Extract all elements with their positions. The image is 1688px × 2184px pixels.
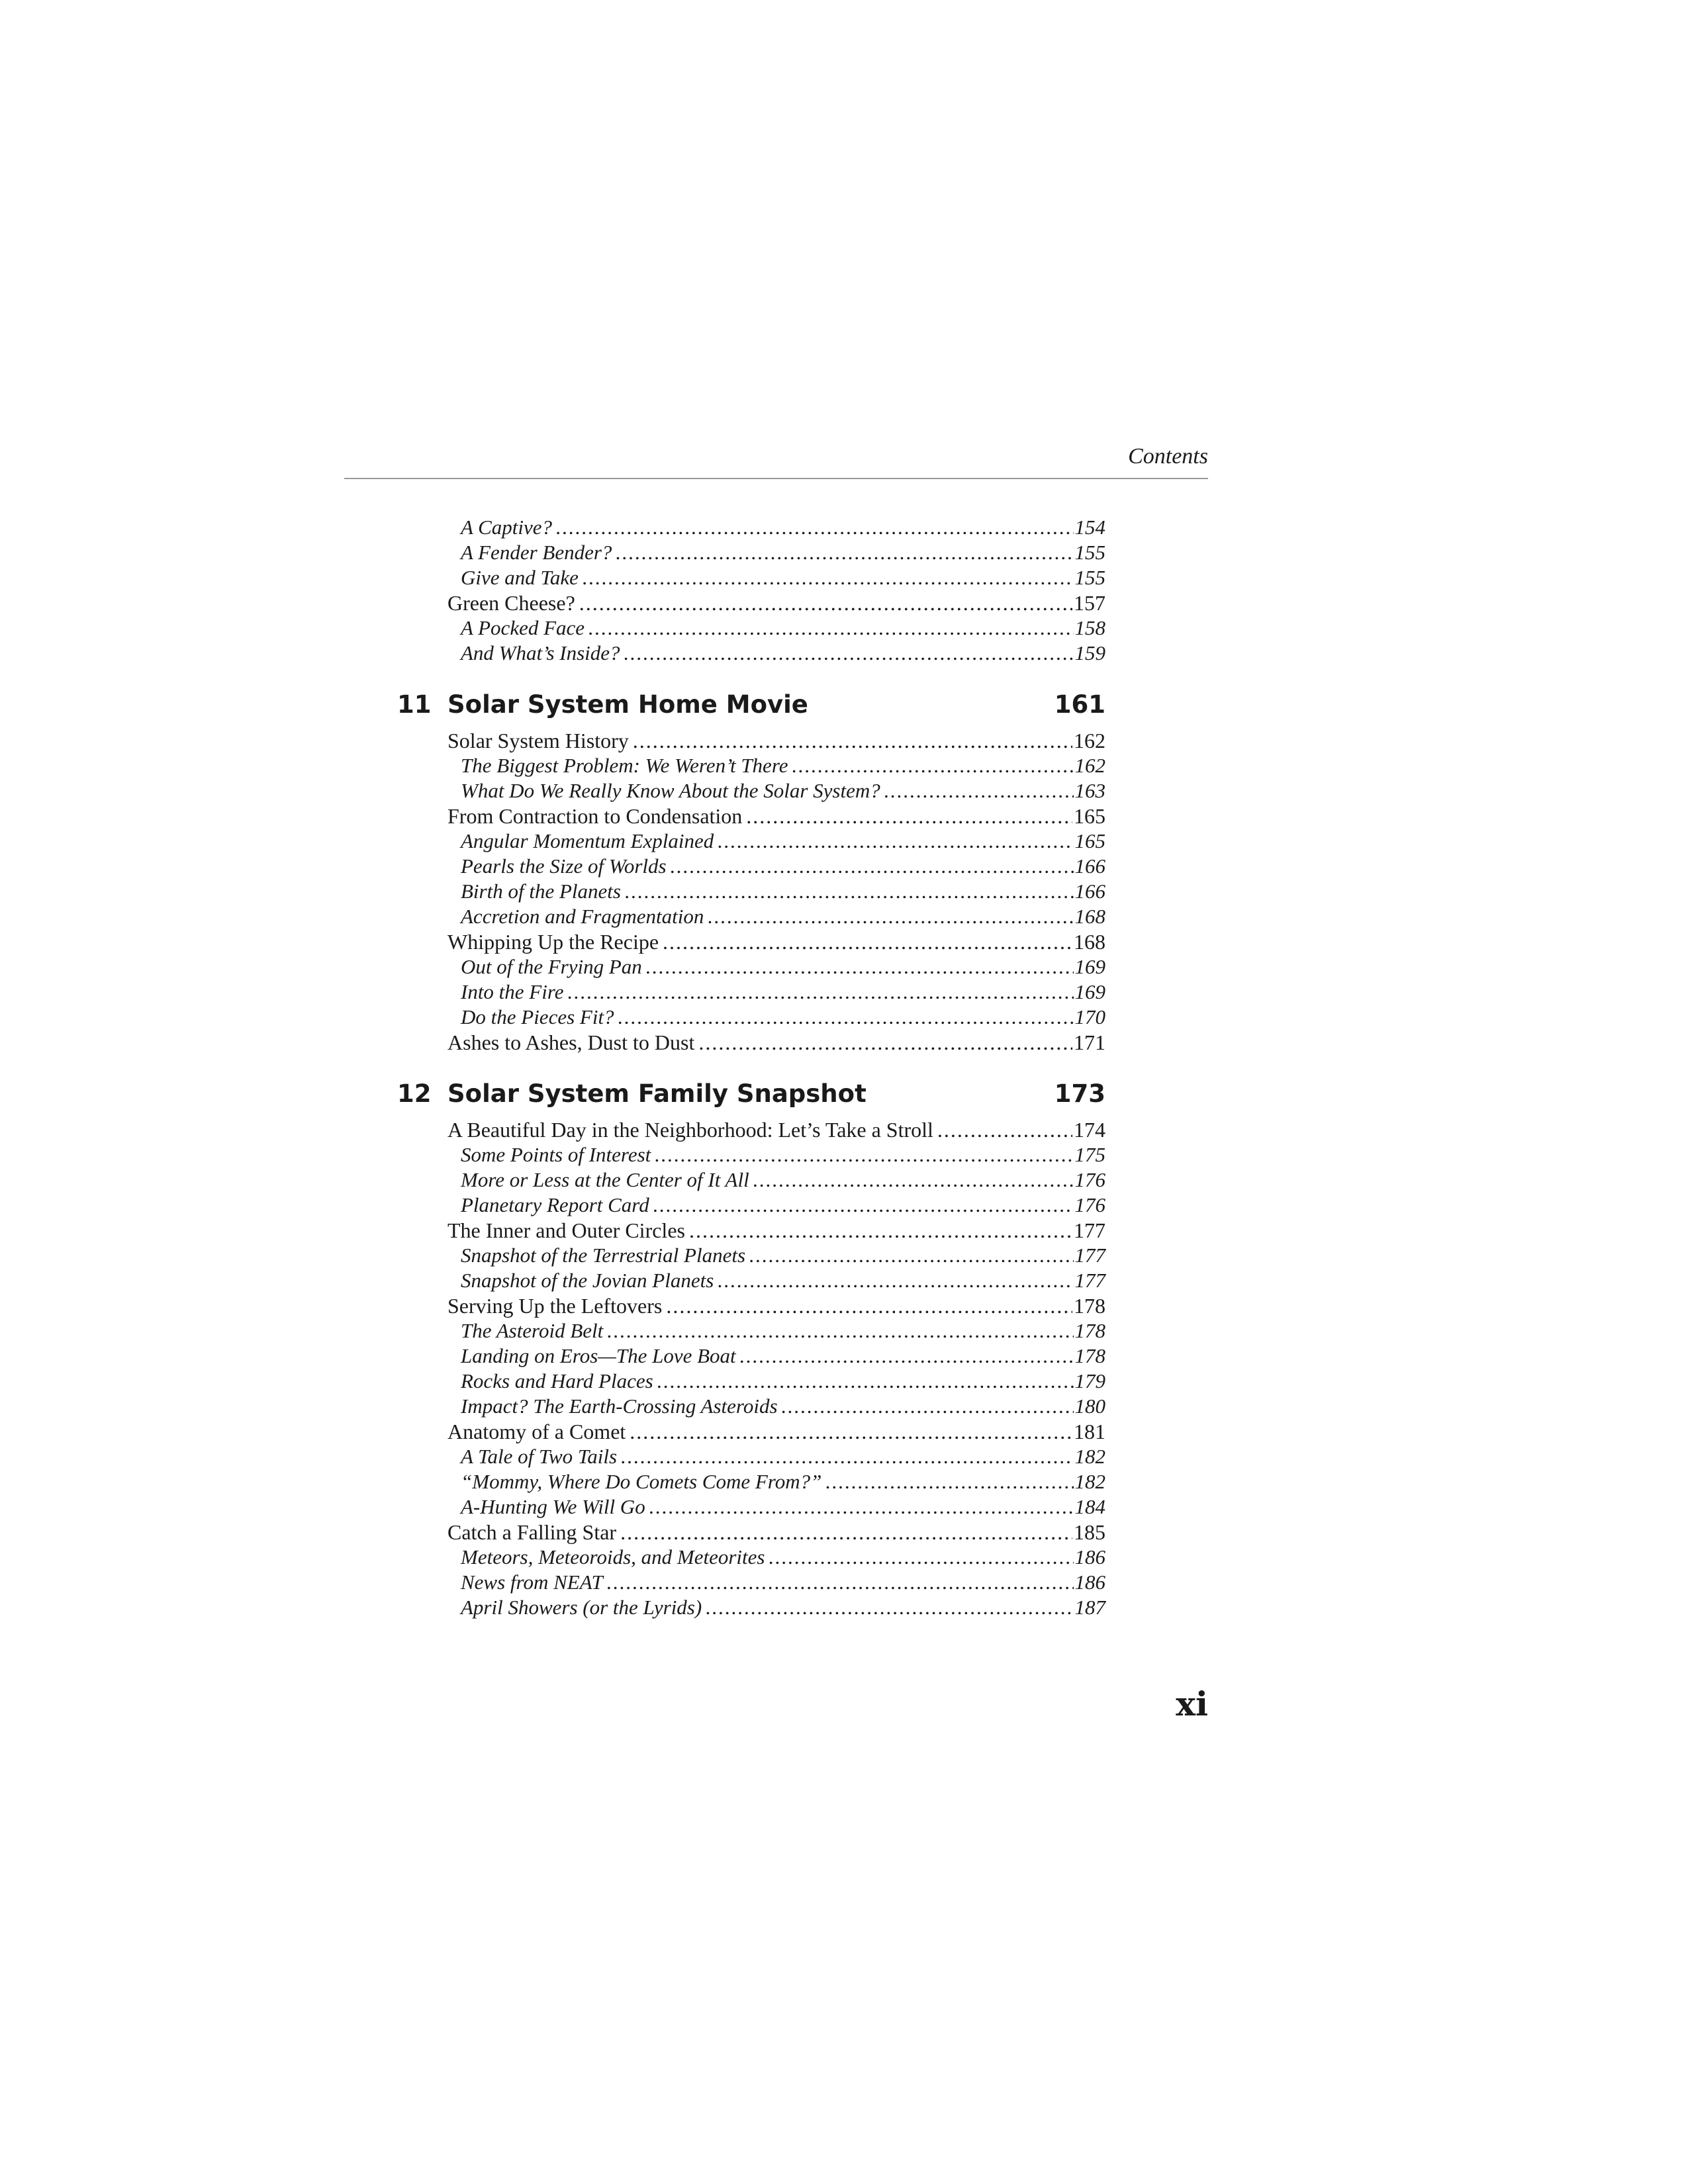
entry-page-number: 176 [1074, 1193, 1105, 1216]
toc-section-entry [397, 1030, 1105, 1055]
dot-leader [620, 1520, 1072, 1545]
dot-leader [746, 803, 1072, 829]
dot-leader [646, 954, 1074, 979]
entry-title: Anatomy of a Comet [447, 1420, 626, 1443]
entry-page-number: 154 [1074, 516, 1105, 539]
toc-subsection-entry [397, 778, 1105, 803]
entry-page-number: 185 [1074, 1520, 1105, 1544]
dot-leader [579, 590, 1072, 615]
entry-page-number: 162 [1074, 754, 1105, 777]
header-rule [344, 478, 1208, 479]
entry-title: The Asteroid Belt [461, 1319, 604, 1342]
toc-subsection-entry [397, 540, 1105, 565]
entry-page-number: 177 [1074, 1244, 1105, 1267]
entry-title: A Fender Bender? [461, 541, 612, 564]
toc-subsection-entry [397, 1318, 1105, 1343]
entry-title: Into the Fire [461, 980, 564, 1003]
entry-page-number: 174 [1074, 1118, 1105, 1142]
entry-page-number: 187 [1074, 1596, 1105, 1619]
entry-page-number: 165 [1074, 804, 1105, 828]
dot-leader [718, 1268, 1073, 1293]
dot-leader [689, 1218, 1072, 1243]
dot-leader [621, 1444, 1073, 1469]
entry-page-number: 175 [1074, 1143, 1105, 1166]
table-of-contents [397, 515, 1105, 1620]
entry-page-number: 180 [1074, 1394, 1105, 1418]
entry-title: Whipping Up the Recipe [447, 930, 659, 954]
toc-subsection-entry [397, 1243, 1105, 1268]
toc-subsection-entry [397, 1193, 1105, 1218]
chapter-title: Solar System Family Snapshot [447, 1079, 867, 1108]
entry-page-number: 166 [1074, 880, 1105, 903]
entry-title: The Inner and Outer Circles [447, 1218, 685, 1242]
toc-section-entry [397, 1218, 1105, 1243]
toc-subsection-entry [397, 1142, 1105, 1167]
dot-leader [556, 515, 1073, 540]
toc-section-entry [397, 929, 1105, 954]
dot-leader [568, 979, 1074, 1005]
dot-leader [607, 1570, 1074, 1595]
toc-subsection-entry [397, 879, 1105, 904]
dot-leader [655, 1142, 1073, 1167]
toc-subsection-entry [397, 1469, 1105, 1494]
entry-title: Do the Pieces Fit? [461, 1005, 614, 1028]
toc-subsection-entry [397, 641, 1105, 666]
toc-section-entry [397, 1293, 1105, 1318]
entry-title: Green Cheese? [447, 591, 575, 615]
dot-leader [769, 1545, 1073, 1570]
entry-title: A-Hunting We Will Go [461, 1495, 645, 1518]
entry-page-number: 178 [1074, 1319, 1105, 1342]
dot-leader [937, 1117, 1072, 1142]
entry-title: What Do We Really Know About the Solar System? [461, 779, 880, 802]
entry-page-number: 169 [1074, 980, 1105, 1003]
dot-leader [698, 1030, 1072, 1055]
chapter-heading [397, 1079, 1105, 1109]
toc-subsection-entry [397, 1369, 1105, 1394]
entry-title: Snapshot of the Jovian Planets [461, 1269, 714, 1292]
entry-title: Rocks and Hard Places [461, 1369, 653, 1392]
entry-title: Give and Take [461, 566, 579, 589]
entry-title: A Tale of Two Tails [461, 1445, 618, 1468]
toc-subsection-entry [397, 753, 1105, 778]
toc-section-entry [397, 1117, 1105, 1142]
toc-subsection-entry [397, 979, 1105, 1005]
entry-page-number: 178 [1074, 1344, 1105, 1367]
chapter-title: Solar System Home Movie [447, 690, 808, 719]
dot-leader [708, 904, 1073, 929]
entry-page-number: 157 [1074, 591, 1105, 615]
entry-title: And What’s Inside? [461, 641, 620, 664]
running-head: Contents [1128, 444, 1208, 469]
entry-page-number: 178 [1074, 1294, 1105, 1318]
toc-subsection-entry [397, 1444, 1105, 1469]
entry-page-number: 186 [1074, 1570, 1105, 1594]
entry-title: Birth of the Planets [461, 880, 621, 903]
entry-page-number: 166 [1074, 854, 1105, 878]
entry-title: From Contraction to Condensation [447, 804, 743, 828]
entry-title: The Biggest Problem: We Weren’t There [461, 754, 788, 777]
dot-leader [884, 778, 1074, 803]
entry-title: Serving Up the Leftovers [447, 1294, 663, 1318]
toc-section-entry [397, 1419, 1105, 1444]
entry-page-number: 168 [1074, 905, 1105, 928]
toc-subsection-entry [397, 565, 1105, 590]
dot-leader [616, 540, 1073, 565]
dot-leader [740, 1343, 1074, 1369]
entry-page-number: 162 [1074, 729, 1105, 752]
toc-section-entry [397, 590, 1105, 615]
toc-subsection-entry [397, 854, 1105, 879]
entry-title: Landing on Eros—The Love Boat [461, 1344, 736, 1367]
toc-subsection-entry [397, 515, 1105, 540]
dot-leader [618, 1005, 1074, 1030]
toc-section-entry [397, 728, 1105, 753]
entry-title: April Showers (or the Lyrids) [461, 1596, 702, 1619]
entry-title: Meteors, Meteoroids, and Meteorites [461, 1545, 765, 1569]
entry-title: Solar System History [447, 729, 629, 752]
toc-subsection-entry [397, 1545, 1105, 1570]
toc-section-entry [397, 803, 1105, 829]
entry-title: A Beautiful Day in the Neighborhood: Let’s Take a Stroll [447, 1118, 933, 1142]
toc-subsection-entry [397, 615, 1105, 641]
toc-subsection-entry [397, 904, 1105, 929]
entry-title: More or Less at the Center of It All [461, 1168, 749, 1191]
dot-leader [657, 1369, 1074, 1394]
toc-subsection-entry [397, 1343, 1105, 1369]
entry-page-number: 159 [1074, 641, 1105, 664]
toc-subsection-entry [397, 1570, 1105, 1595]
dot-leader [625, 879, 1074, 904]
entry-page-number: 155 [1074, 566, 1105, 589]
chapter-heading [397, 690, 1105, 720]
dot-leader [649, 1494, 1074, 1520]
toc-section-entry [397, 1520, 1105, 1545]
dot-leader [706, 1595, 1073, 1620]
entry-page-number: 163 [1074, 779, 1105, 802]
entry-title: News from NEAT [461, 1570, 603, 1594]
entry-page-number: 186 [1074, 1545, 1105, 1569]
entry-page-number: 171 [1074, 1030, 1105, 1054]
dot-leader [749, 1243, 1073, 1268]
entry-page-number: 184 [1074, 1495, 1105, 1518]
entry-title: Catch a Falling Star [447, 1520, 617, 1544]
entry-page-number: 179 [1074, 1369, 1105, 1392]
entry-title: A Captive? [461, 516, 553, 539]
toc-subsection-entry [397, 1167, 1105, 1193]
dot-leader [718, 829, 1073, 854]
entry-page-number: 177 [1074, 1218, 1105, 1242]
entry-title: Impact? The Earth-Crossing Asteroids [461, 1394, 778, 1418]
dot-leader [583, 565, 1074, 590]
entry-page-number: 176 [1074, 1168, 1105, 1191]
entry-page-number: 168 [1074, 930, 1105, 954]
entry-page-number: 169 [1074, 955, 1105, 978]
toc-subsection-entry [397, 1494, 1105, 1520]
chapter-number: 12 [397, 1079, 432, 1108]
entry-page-number: 182 [1074, 1470, 1105, 1493]
entry-title: Angular Momentum Explained [461, 829, 714, 852]
entry-page-number: 181 [1074, 1420, 1105, 1443]
entry-title: “Mommy, Where Do Comets Come From?” [461, 1470, 822, 1493]
entry-title: Some Points of Interest [461, 1143, 651, 1166]
entry-title: Planetary Report Card [461, 1193, 649, 1216]
dot-leader [666, 1293, 1072, 1318]
entry-title: Ashes to Ashes, Dust to Dust [447, 1030, 695, 1054]
toc-subsection-entry [397, 1005, 1105, 1030]
entry-title: Accretion and Fragmentation [461, 905, 704, 928]
dot-leader [607, 1318, 1073, 1343]
dot-leader [825, 1469, 1073, 1494]
toc-subsection-entry [397, 1268, 1105, 1293]
dot-leader [653, 1193, 1074, 1218]
dot-leader [630, 1419, 1072, 1444]
entry-page-number: 165 [1074, 829, 1105, 852]
toc-subsection-entry [397, 1394, 1105, 1419]
entry-title: Out of the Frying Pan [461, 955, 642, 978]
chapter-page-number: 161 [1054, 690, 1105, 719]
dot-leader [671, 854, 1074, 879]
entry-page-number: 177 [1074, 1269, 1105, 1292]
entry-page-number: 170 [1074, 1005, 1105, 1028]
dot-leader [633, 728, 1072, 753]
entry-page-number: 158 [1074, 616, 1105, 639]
chapter-page-number: 173 [1054, 1079, 1105, 1108]
dot-leader [753, 1167, 1074, 1193]
toc-subsection-entry [397, 829, 1105, 854]
dot-leader [663, 929, 1072, 954]
dot-leader [624, 641, 1074, 666]
entry-title: A Pocked Face [461, 616, 585, 639]
dot-leader [782, 1394, 1074, 1419]
chapter-number: 11 [397, 690, 432, 719]
page-number: xi [1176, 1684, 1208, 1723]
entry-title: Snapshot of the Terrestrial Planets [461, 1244, 746, 1267]
entry-page-number: 182 [1074, 1445, 1105, 1468]
toc-subsection-entry [397, 1595, 1105, 1620]
entry-title: Pearls the Size of Worlds [461, 854, 667, 878]
toc-subsection-entry [397, 954, 1105, 979]
dot-leader [792, 753, 1074, 778]
entry-page-number: 155 [1074, 541, 1105, 564]
dot-leader [588, 615, 1073, 641]
